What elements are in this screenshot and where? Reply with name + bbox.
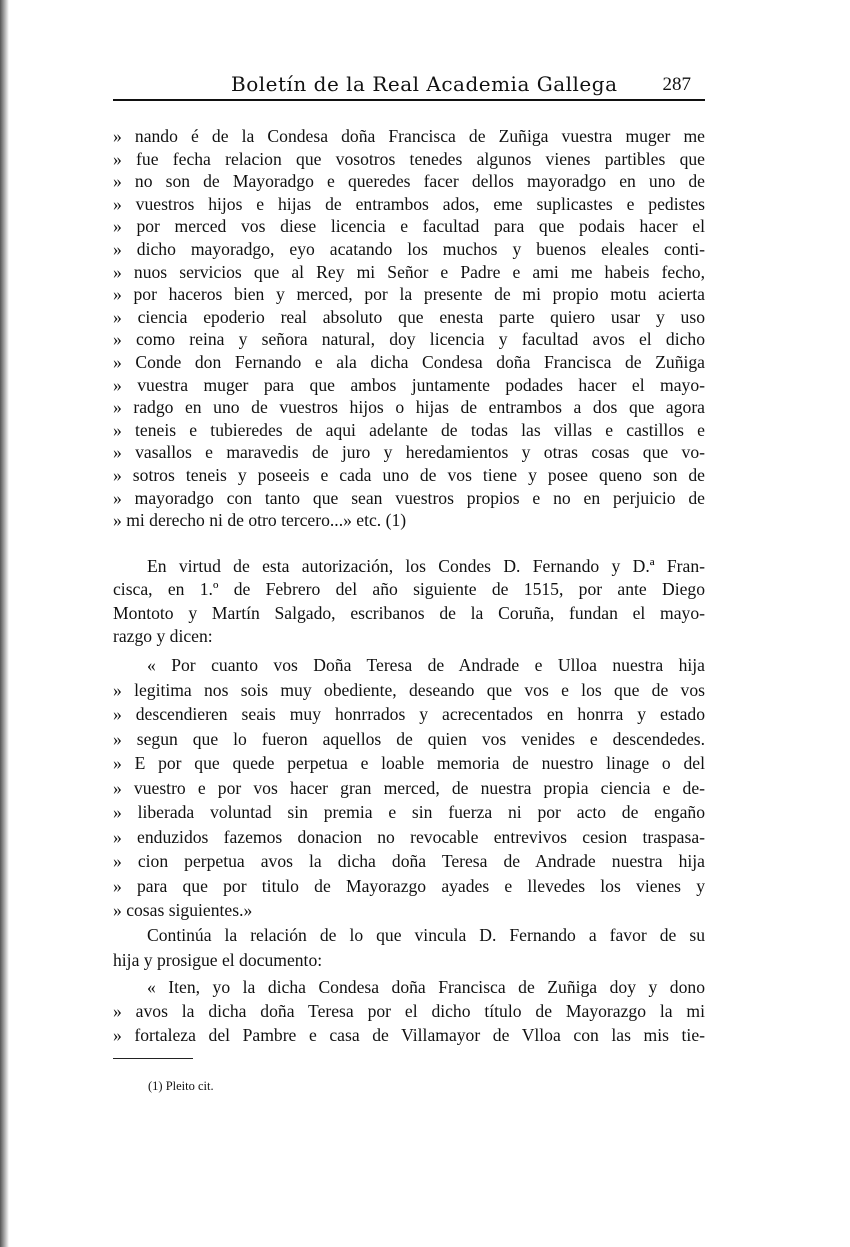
text-line: » enduzidos fazemos donacion no revocable entrevivos cesion traspasa- — [113, 826, 705, 847]
text-line: » fue fecha relacion que vosotros tenedes algunos vienes partibles que — [113, 148, 705, 169]
footnote: (1) Pleito cit. — [148, 1079, 214, 1093]
text-line: » radgo en uno de vuestros hijos o hijas de entrambos a dos que agora — [113, 397, 705, 418]
text-line: » teneis e tubieredes de aqui adelante de todas las villas e castillos e — [113, 419, 705, 440]
text-line: » como reina y señora natural, doy licencia y facultad avos el dicho — [113, 329, 705, 350]
text-line: » segun que lo fueron aquellos de quien vos venides e descendedes. — [113, 728, 705, 749]
text-line: » mayoradgo con tanto que sean vuestros propios e no en perjuicio de — [113, 487, 705, 508]
text-line: « Por cuanto vos Doña Teresa de Andrade e Ulloa nuestra hija — [147, 655, 705, 675]
text-line: » vasallos e maravedis de juro y heredamientos y otras cosas que vo- — [113, 442, 705, 463]
paragraph-continuation — [113, 923, 705, 973]
text-line: » por merced vos diese licencia e facultad para que podais hacer el — [113, 216, 705, 237]
text-line: » por haceros bien y merced, por la presente de mi propio motu acierta — [113, 284, 705, 305]
text-line: » cosas siguientes.» — [113, 900, 253, 920]
page-number: 287 — [662, 74, 691, 95]
text-line: Continúa la relación de lo que vincula D. Fernando a favor de su — [147, 925, 705, 945]
text-line: » ciencia epoderio real absoluto que enesta parte quiero usar y uso — [113, 306, 705, 327]
journal-title: Boletín de la Real Academia Gallega — [231, 72, 618, 96]
scan-edge-shadow — [0, 0, 9, 1247]
text-line: Montoto y Martín Salgado, escribanos de la Coruña, fundan el mayo- — [113, 602, 705, 623]
text-line: » vuestra muger para que ambos juntamente podades hacer el mayo- — [113, 374, 705, 395]
text-line: » liberada voluntad sin premia e sin fuerza ni por acto de engaño — [113, 802, 705, 822]
quoted-donation — [113, 653, 705, 923]
text-line: » no son de Mayoradgo e queredes facer dellos mayoradgo en uno de — [113, 171, 705, 192]
text-line: » vuestro e por vos hacer gran merced, de nuestra propia ciencia e de- — [113, 777, 705, 798]
text-line: razgo y dicen: — [113, 626, 213, 647]
quoted-item — [113, 975, 705, 1047]
text-line: » dicho mayoradgo, eyo acatando los muchos y buenos eleales conti- — [113, 238, 705, 259]
text-line: cisca, en 1.º de Febrero del año siguiente de 1515, por ante Diego — [113, 579, 705, 600]
paragraph-authorization — [113, 555, 705, 649]
text-line: » sotros teneis y poseeis e cada uno de vos tiene y posee queno son de — [113, 464, 705, 485]
text-line: » vuestros hijos e hijas de entrambos ados, eme suplicastes e pedistes — [113, 193, 705, 214]
text-line: » fortaleza del Pambre e casa de Villamayor de Vlloa con las mis tie- — [113, 1025, 705, 1045]
header-rule — [113, 99, 705, 101]
text-line: » para que por titulo de Mayorazgo ayades e llevedes los vienes y — [113, 875, 705, 896]
text-line: » avos la dicha doña Teresa por el dicho título de Mayorazgo la mi — [113, 1001, 705, 1021]
quoted-royal-license — [113, 125, 705, 532]
text-line: » cion perpetua avos la dicha doña Teresa de Andrade nuestra hija — [113, 851, 705, 871]
text-line: » E por que quede perpetua e loable memoria de nuestro linage o del — [113, 753, 705, 773]
text-line: » Conde don Fernando e ala dicha Condesa doña Francisca de Zuñiga — [113, 351, 705, 372]
text-line: hija y prosigue el documento: — [113, 950, 323, 970]
footnote-rule — [113, 1058, 193, 1059]
text-line: » nuos servicios que al Rey mi Señor e Padre e ami me habeis fecho, — [113, 261, 705, 282]
text-line: » descendieren seais muy honrrados y acrecentados en honrra y estado — [113, 704, 705, 724]
text-line: » legitima nos sois muy obediente, deseando que vos e los que de vos — [113, 679, 705, 700]
running-header — [113, 70, 705, 100]
text-line: » mi derecho ni de otro tercero...» etc. (1) — [113, 510, 407, 531]
text-line: « Iten, yo la dicha Condesa doña Francisca de Zuñiga doy y dono — [147, 977, 705, 997]
text-line: » nando é de la Condesa doña Francisca de Zuñiga vuestra muger me — [113, 126, 705, 146]
text-line: En virtud de esta autorización, los Condes D. Fernando y D.ª Fran- — [147, 556, 705, 576]
